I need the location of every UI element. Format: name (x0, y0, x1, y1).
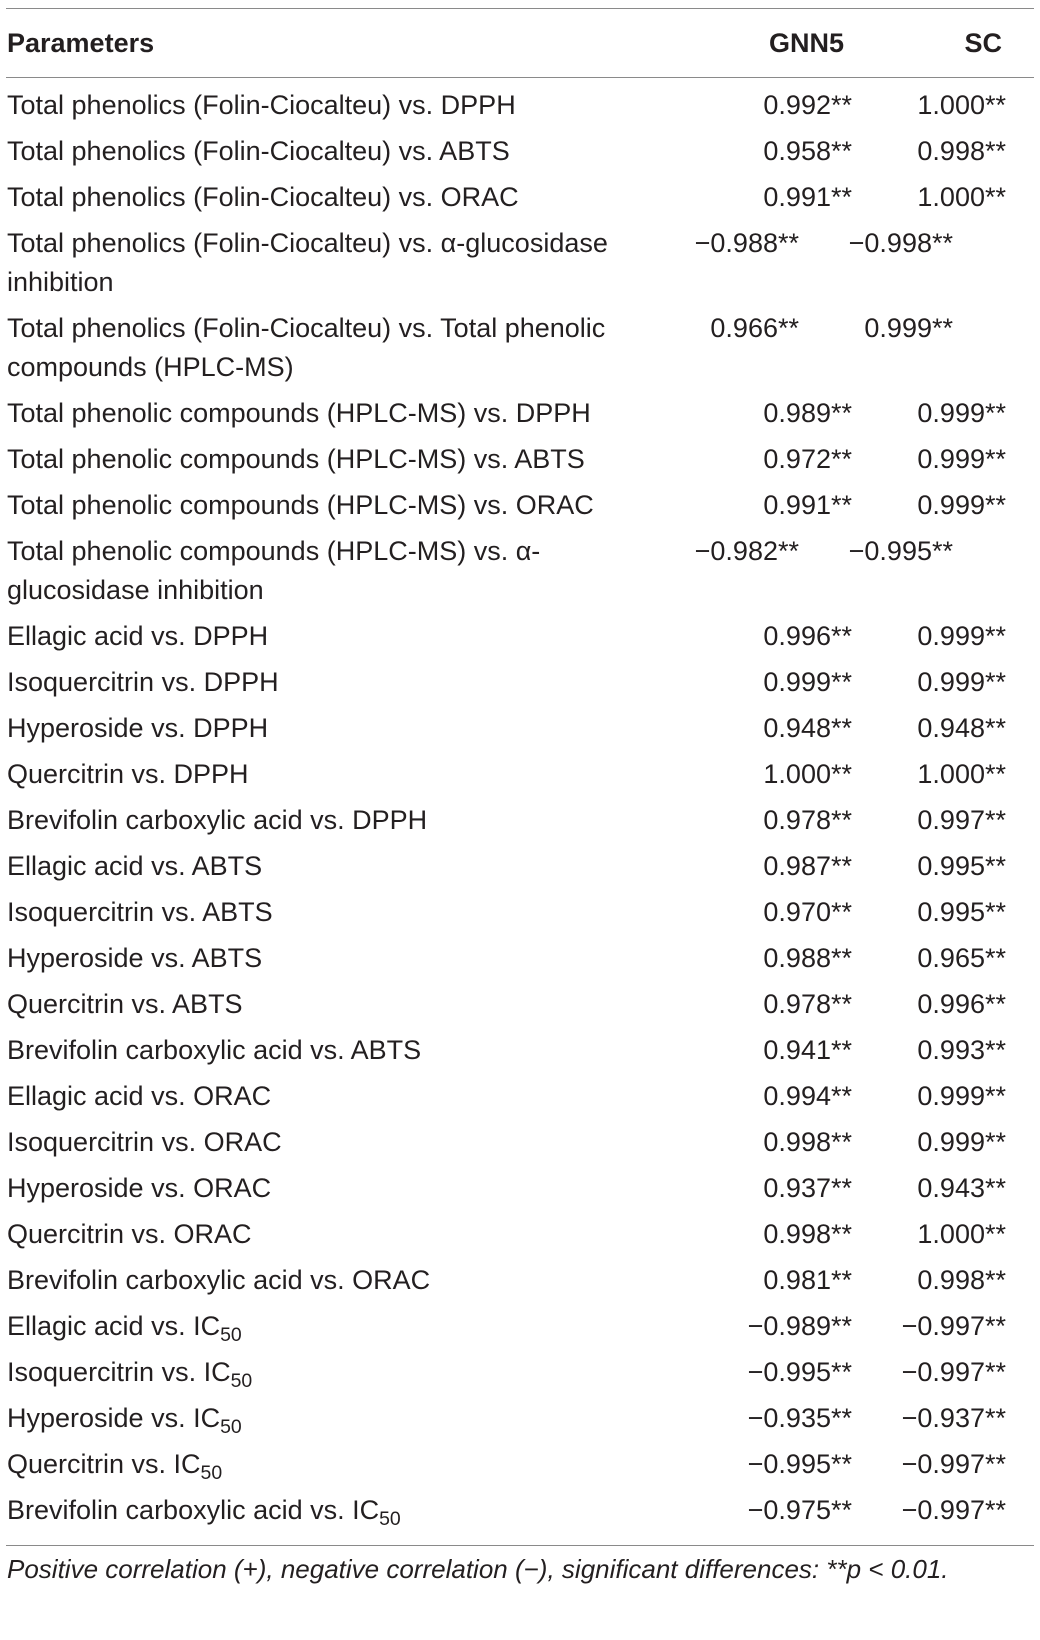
row-sc-value: 0.999** (917, 444, 1006, 474)
row-parameter-text: Brevifolin carboxylic acid vs. IC (7, 1495, 380, 1525)
row-parameter-text: Isoquercitrin vs. ORAC (7, 1127, 282, 1157)
row-parameter (6, 1491, 702, 1530)
row-parameter (6, 1353, 702, 1392)
table-row (6, 532, 1034, 617)
row-parameter-text: Brevifolin carboxylic acid vs. DPPH (7, 805, 428, 835)
row-parameter (6, 178, 702, 217)
row-parameter (6, 847, 702, 886)
row-parameter-text: Total phenolics (Folin-Ciocalteu) vs. DPPH (7, 90, 516, 120)
table-row (6, 1169, 1034, 1215)
row-parameter-text: Hyperoside vs. IC (7, 1403, 221, 1433)
row-parameter-subscript: 50 (200, 1462, 223, 1485)
row-parameter-text: Brevifolin carboxylic acid vs. ABTS (7, 1035, 422, 1065)
row-sc-value: −0.997** (901, 1357, 1006, 1387)
row-parameter (6, 1123, 702, 1162)
header-gnn5: GNN5 (768, 27, 844, 58)
row-parameter (6, 617, 702, 656)
row-gnn5-value: 0.937** (763, 1173, 852, 1203)
row-parameter-text: Total phenolic compounds (HPLC-MS) vs. DPPH (7, 398, 591, 428)
row-gnn5-value: 1.000** (763, 759, 852, 789)
row-sc-value: 0.996** (917, 989, 1006, 1019)
row-parameter-text: Total phenolic compounds (HPLC-MS) vs. ORAC (7, 490, 594, 520)
row-sc-value: −0.997** (901, 1495, 1006, 1525)
row-parameter (6, 1169, 702, 1208)
table-row (6, 709, 1034, 755)
row-parameter-text: Isoquercitrin vs. ABTS (7, 897, 273, 927)
table-row (6, 309, 1034, 394)
table-row (6, 1077, 1034, 1123)
table-row (6, 985, 1034, 1031)
row-parameter (6, 709, 702, 748)
row-sc-value: 0.999** (917, 667, 1006, 697)
row-gnn5-value: 0.994** (763, 1081, 852, 1111)
header-parameters: Parameters (7, 27, 155, 58)
row-sc-value: 1.000** (917, 1219, 1006, 1249)
row-sc-value: 0.998** (917, 136, 1006, 166)
table-row (6, 1215, 1034, 1261)
row-gnn5-value: 0.998** (763, 1219, 852, 1249)
table-row (6, 1491, 1034, 1537)
table-row (6, 86, 1034, 132)
row-gnn5-value: 0.987** (763, 851, 852, 881)
row-sc-value: 0.999** (917, 398, 1006, 428)
table-row (6, 440, 1034, 486)
table-row (6, 224, 1034, 309)
row-parameter (6, 86, 702, 125)
table-row (6, 1307, 1034, 1353)
table-row (6, 893, 1034, 939)
row-parameter-text: Total phenolics (Folin-Ciocalteu) vs. ABTS (7, 136, 510, 166)
row-gnn5-value: 0.948** (763, 713, 852, 743)
row-parameter (6, 1077, 702, 1116)
row-sc-value: 0.999** (917, 1127, 1006, 1157)
row-parameter (6, 486, 702, 525)
row-parameter (6, 1399, 702, 1438)
row-gnn5-value: 0.991** (763, 182, 852, 212)
row-sc-value: 0.995** (917, 851, 1006, 881)
row-parameter-text: Total phenolic compounds (HPLC-MS) vs. ABTS (7, 444, 585, 474)
table-row (6, 178, 1034, 224)
row-gnn5-value: −0.975** (747, 1495, 852, 1525)
header-sc: SC (964, 27, 1002, 58)
table-row (6, 617, 1034, 663)
row-parameter (6, 309, 649, 387)
row-gnn5-value: 0.978** (763, 989, 852, 1019)
row-gnn5-value: −0.935** (747, 1403, 852, 1433)
row-parameter-text: Isoquercitrin vs. DPPH (7, 667, 279, 697)
row-sc-value: −0.997** (901, 1449, 1006, 1479)
row-gnn5-value: 0.978** (763, 805, 852, 835)
row-sc-value: 1.000** (917, 759, 1006, 789)
row-gnn5-value: 0.941** (763, 1035, 852, 1065)
row-gnn5-value: 0.998** (763, 1127, 852, 1157)
table-header-row (6, 9, 1034, 77)
row-gnn5-value: −0.982** (694, 536, 799, 566)
row-parameter-text: Ellagic acid vs. ABTS (7, 851, 263, 881)
row-parameter (6, 663, 702, 702)
row-sc-value: 0.998** (917, 1265, 1006, 1295)
row-parameter (6, 939, 702, 978)
row-parameter-text: Total phenolics (Folin-Ciocalteu) vs. α-glucosidase inhibition (7, 228, 608, 297)
row-parameter-subscript: 50 (220, 1324, 242, 1347)
row-parameter-text: Total phenolics (Folin-Ciocalteu) vs. Total phenolic compounds (HPLC-MS) (7, 313, 606, 382)
row-parameter-text: Quercitrin vs. IC (7, 1449, 201, 1479)
table-body (6, 78, 1034, 1545)
row-parameter-text: Ellagic acid vs. DPPH (7, 621, 269, 651)
row-parameter-text: Hyperoside vs. ORAC (7, 1173, 272, 1203)
table-row (6, 394, 1034, 440)
row-sc-value: 0.999** (917, 490, 1006, 520)
row-sc-value: 0.999** (917, 621, 1006, 651)
row-sc-value: 1.000** (917, 90, 1006, 120)
table-row (6, 1399, 1034, 1445)
row-sc-value: −0.998** (848, 228, 953, 258)
row-gnn5-value: 0.992** (763, 90, 852, 120)
row-parameter (6, 394, 702, 433)
row-parameter-text: Hyperoside vs. DPPH (7, 713, 269, 743)
row-gnn5-value: −0.989** (747, 1311, 852, 1341)
row-parameter-text: Isoquercitrin vs. IC (7, 1357, 231, 1387)
row-parameter-text: Total phenolic compounds (HPLC-MS) vs. α-glucosidase inhibition (7, 536, 541, 605)
row-sc-value: −0.937** (901, 1403, 1006, 1433)
row-sc-value: 0.999** (917, 1081, 1006, 1111)
row-sc-value: 0.999** (864, 313, 953, 343)
row-gnn5-value: −0.995** (747, 1449, 852, 1479)
row-parameter (6, 755, 702, 794)
row-parameter-text: Ellagic acid vs. ORAC (7, 1081, 272, 1111)
row-parameter (6, 132, 702, 171)
row-sc-value: 0.993** (917, 1035, 1006, 1065)
table-row (6, 801, 1034, 847)
table-row (6, 755, 1034, 801)
row-parameter (6, 801, 702, 840)
correlation-table (6, 8, 1034, 1585)
row-parameter (6, 893, 702, 932)
row-parameter (6, 224, 649, 302)
row-parameter (6, 1307, 702, 1346)
row-gnn5-value: 0.989** (763, 398, 852, 428)
row-parameter-text: Brevifolin carboxylic acid vs. ORAC (7, 1265, 431, 1295)
row-parameter-subscript: 50 (230, 1370, 253, 1393)
row-sc-value: 0.948** (917, 713, 1006, 743)
table-row (6, 847, 1034, 893)
table-row (6, 939, 1034, 985)
row-parameter-subscript: 50 (220, 1416, 242, 1439)
row-sc-value: −0.995** (848, 536, 953, 566)
row-parameter (6, 1261, 702, 1300)
table-footnote: Positive correlation (+), negative correlation (−), significant differences: **p < 0.01. (7, 1554, 949, 1584)
row-sc-value: 1.000** (917, 182, 1006, 212)
row-parameter (6, 1445, 702, 1484)
table-row (6, 663, 1034, 709)
row-sc-value: 0.997** (917, 805, 1006, 835)
row-parameter (6, 1031, 702, 1070)
table-row (6, 132, 1034, 178)
row-gnn5-value: 0.958** (763, 136, 852, 166)
row-gnn5-value: 0.999** (763, 667, 852, 697)
row-sc-value: 0.995** (917, 897, 1006, 927)
row-gnn5-value: 0.988** (763, 943, 852, 973)
row-gnn5-value: 0.970** (763, 897, 852, 927)
table-row (6, 486, 1034, 532)
row-parameter-text: Ellagic acid vs. IC (7, 1311, 221, 1341)
row-gnn5-value: 0.996** (763, 621, 852, 651)
row-gnn5-value: 0.966** (710, 313, 799, 343)
row-parameter-text: Quercitrin vs. DPPH (7, 759, 249, 789)
row-parameter (6, 440, 702, 479)
row-sc-value: 0.943** (917, 1173, 1006, 1203)
row-parameter-subscript: 50 (379, 1508, 401, 1531)
row-parameter-text: Quercitrin vs. ORAC (7, 1219, 252, 1249)
row-gnn5-value: 0.972** (763, 444, 852, 474)
row-parameter (6, 1215, 702, 1254)
table-row (6, 1353, 1034, 1399)
table-row (6, 1261, 1034, 1307)
row-gnn5-value: 0.981** (763, 1265, 852, 1295)
row-sc-value: −0.997** (901, 1311, 1006, 1341)
row-gnn5-value: −0.988** (694, 228, 799, 258)
row-parameter (6, 532, 649, 610)
table-row (6, 1445, 1034, 1491)
row-gnn5-value: 0.991** (763, 490, 852, 520)
row-parameter-text: Quercitrin vs. ABTS (7, 989, 243, 1019)
row-sc-value: 0.965** (917, 943, 1006, 973)
table-row (6, 1031, 1034, 1077)
row-parameter-text: Hyperoside vs. ABTS (7, 943, 263, 973)
table-row (6, 1123, 1034, 1169)
row-parameter (6, 985, 702, 1024)
row-parameter-text: Total phenolics (Folin-Ciocalteu) vs. ORAC (7, 182, 519, 212)
row-gnn5-value: −0.995** (747, 1357, 852, 1387)
